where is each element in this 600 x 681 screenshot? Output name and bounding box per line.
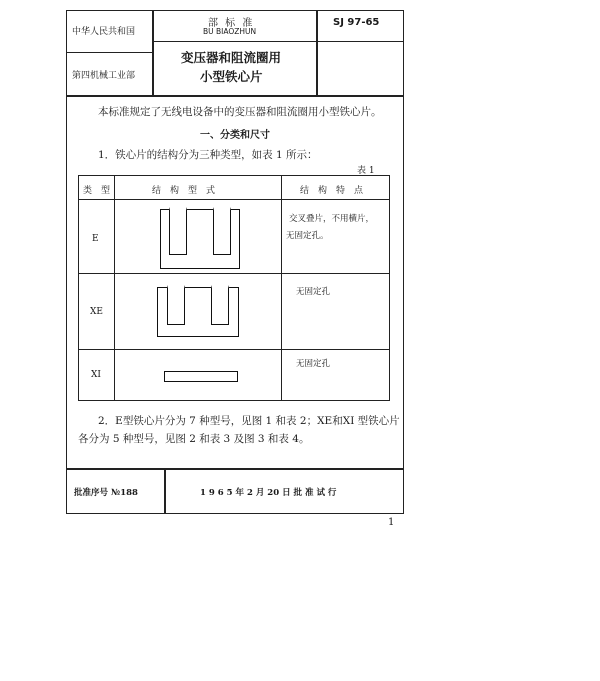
standard-type: 部 标 准 — [208, 18, 255, 29]
e-lamination-shape — [160, 209, 240, 269]
table-header-features: 结 构 特 点 — [300, 186, 364, 196]
table-row-rule-1 — [78, 273, 390, 274]
table-row-rule-2 — [78, 349, 390, 350]
table-col-divider-2 — [281, 175, 282, 401]
header-divider-left — [152, 10, 154, 95]
table-header-type: 类 型 — [83, 186, 111, 196]
intro-paragraph: 本标准规定了无线电设备中的变压器和阻流圈用小型铁心片。 — [98, 106, 382, 118]
approval-date: 1 9 6 5 年 2 月 20 日 批 准 试 行 — [200, 488, 337, 498]
xe-lamination-shape — [157, 287, 239, 337]
header-divider-right — [316, 10, 318, 95]
table-row-feature-e-line1: 交叉叠片，不用横片， — [289, 214, 375, 224]
table-row-feature-e-line2: 无固定孔。 — [286, 231, 329, 241]
table-row-type-xi: XI — [91, 370, 101, 380]
clause-1: 1．铁心片的结构分为三种类型，如表 1 所示： — [98, 149, 318, 161]
header-right-mid-rule — [316, 41, 404, 42]
table-row-feature-xi: 无固定孔 — [296, 359, 331, 369]
table-caption: 表 1 — [357, 166, 375, 176]
section-heading: 一、分类和尺寸 — [200, 130, 270, 141]
country-name: 中华人民共和国 — [72, 27, 136, 37]
table-col-divider-1 — [114, 175, 115, 401]
document-title-line2: 小型铁心片 — [200, 69, 263, 84]
page-number: 1 — [388, 517, 395, 528]
footer-top-rule — [66, 468, 404, 470]
footer-divider — [164, 468, 166, 514]
ministry-name: 第四机械工业部 — [72, 71, 136, 81]
table-row-type-xe: XE — [90, 307, 103, 317]
clause-2-line1: 2．E型铁心片分为 7 种型号，见图 1 和表 2；XE和XI 型铁心片 — [98, 415, 400, 427]
standard-type-pinyin: BU BIAOZHUN — [203, 27, 257, 36]
table-row-type-e: E — [92, 234, 99, 244]
table-row-feature-xe: 无固定孔 — [296, 287, 331, 297]
table-header-structure: 结 构 型 式 — [152, 186, 216, 196]
clause-2-line2: 各分为 5 种型号，见图 2 和表 3 及图 3 和表 4。 — [78, 433, 310, 445]
header-mid-rule — [152, 41, 317, 42]
header-bottom-rule — [66, 95, 404, 97]
standard-code: SJ 97-65 — [333, 17, 380, 28]
document-title-line1: 变压器和阻流圈用 — [181, 50, 282, 65]
approval-number: 批准序号 №188 — [74, 488, 138, 498]
header-left-mid-rule — [66, 52, 152, 53]
xi-lamination-shape — [164, 371, 238, 382]
table-header-rule — [78, 199, 390, 200]
